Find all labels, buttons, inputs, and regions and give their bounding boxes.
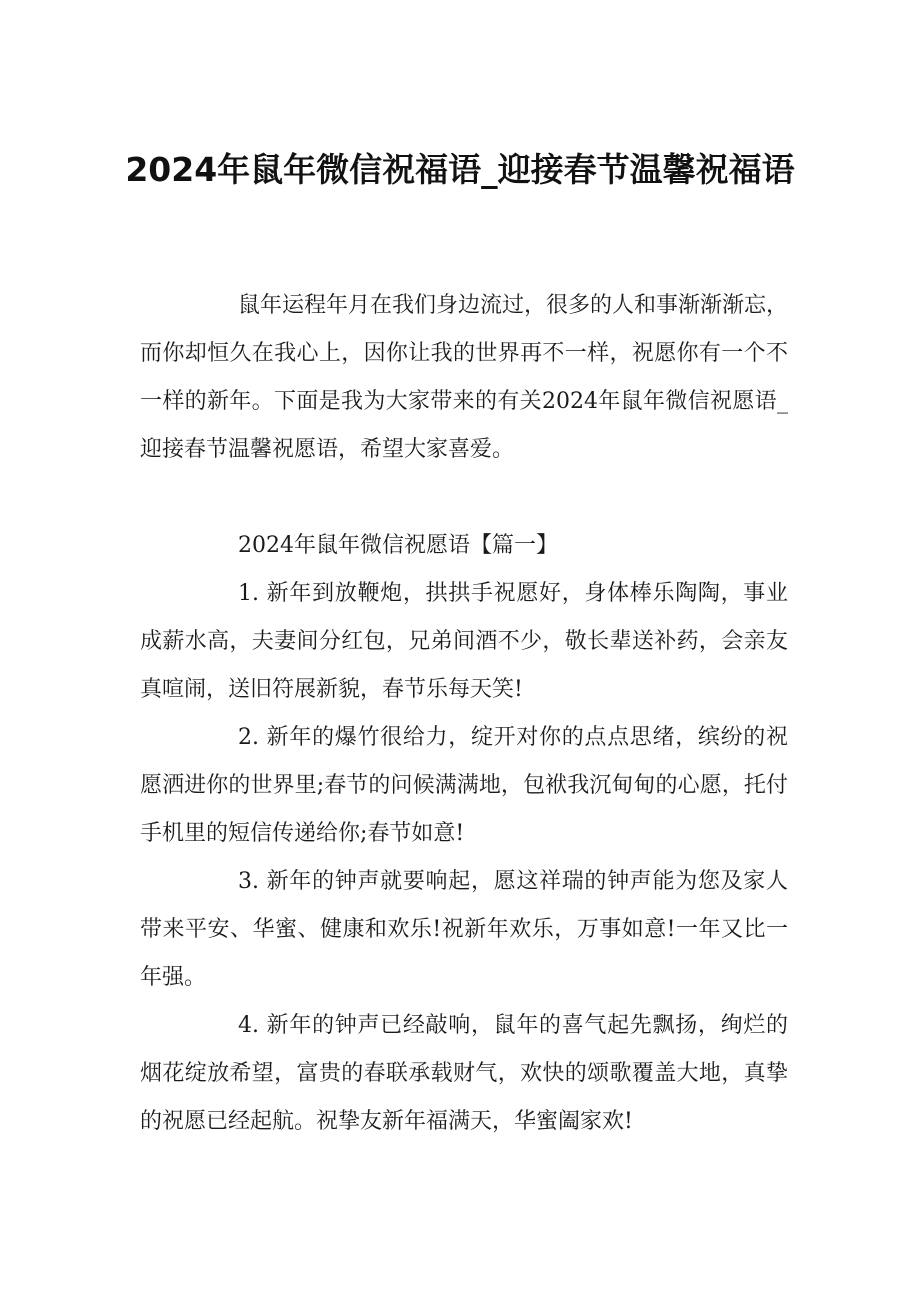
intro-paragraph: 鼠年运程年月在我们身边流过，很多的人和事渐渐渐忘，而你却恒久在我心上，因你让我的世界再不一样，祝愿你有一个不一样的新年。下面是我为大家带来的有关2024年鼠年微信祝愿语_迎接春节温馨祝愿语，希望大家喜爱。 (140, 293, 789, 462)
greeting-item-3: 3. 新年的钟声就要响起，愿这祥瑞的钟声能为您及家人带来平安、华蜜、健康和欢乐!祝新年欢乐，万事如意!一年又比一年强。 (140, 869, 788, 990)
document-title: 2024年鼠年微信祝福语_迎接春节温馨祝福语 (125, 150, 795, 189)
greeting-item-4: 4. 新年的钟声已经敲响，鼠年的喜气起先飘扬，绚烂的烟花绽放希望，富贵的春联承载财气，欢快的颂歌覆盖大地，真挚的祝愿已经起航。祝挚友新年福满天，华蜜阖家欢! (140, 1013, 788, 1134)
document-body (140, 282, 788, 1146)
section-heading: 2024年鼠年微信祝愿语【篇一】 (238, 533, 558, 558)
greeting-item-1: 1. 新年到放鞭炮，拱拱手祝愿好，身体棒乐陶陶，事业成薪水高，夫妻间分红包，兄弟间酒不少，敬长辈送补药，会亲友真喧闹，送旧符展新貌，春节乐每天笑! (140, 581, 788, 702)
greeting-item-2: 2. 新年的爆竹很给力，绽开对你的点点思绪，缤纷的祝愿洒进你的世界里;春节的问候满满地，包袱我沉甸甸的心愿，托付手机里的短信传递给你;春节如意! (140, 725, 788, 846)
